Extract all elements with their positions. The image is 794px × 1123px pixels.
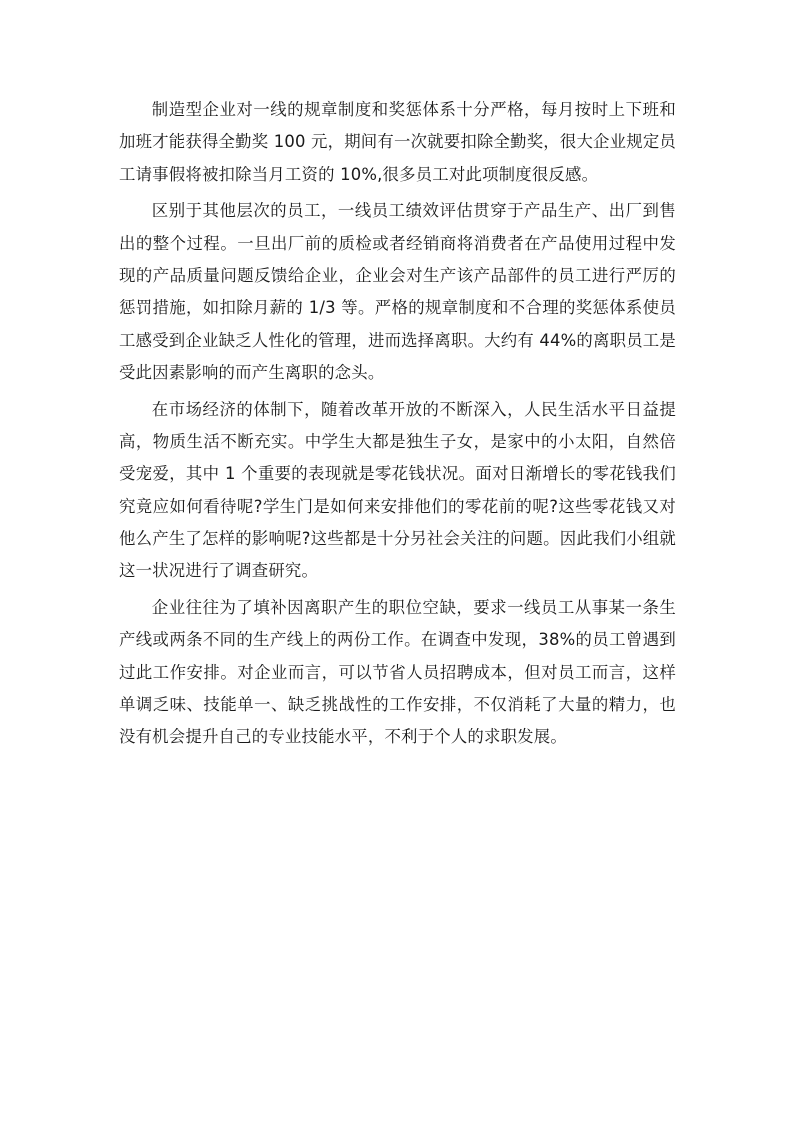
paragraph-2: 区别于其他层次的员工，一线员工绩效评估贯穿于产品生产、出厂到售出的整个过程。一旦出厂前的质检或者经销商将消费者在产品使用过程中发现的产品质量问题反馈给企业，企业会对生产该产品部件的员工进行严厉的惩罚措施，如扣除月薪的 1/3 等。严格的规章制度和不合理的奖惩体系使员工感受到企业缺乏人性化的管理，进而选择离职。大约有 44%的离职员工是受此因素影响的而产生离职的念头。 <box>119 201 676 382</box>
paragraph-1: 制造型企业对一线的规章制度和奖惩体系十分严格，每月按时上下班和加班才能获得全勤奖 100 元，期间有一次就要扣除全勤奖，很大企业规定员工请事假将被扣除当月工资的 10%,很多员工对此项制度很反感。 <box>119 100 677 184</box>
paragraph-4: 企业往往为了填补因离职产生的职位空缺，要求一线员工从事某一条生产线或两条不同的生产线上的两份工作。在调查中发现，38%的员工曾遇到过此工作安排。对企业而言，可以节省人员招聘成本，但对员工而言，这样单调乏味、技能单一、缺乏挑战性的工作安排，不仅消耗了大量的精力，也没有机会提升自己的专业技能水平，不利于个人的求职发展。 <box>119 597 676 747</box>
paragraph-3: 在市场经济的体制下，随着改革开放的不断深入，人民生活水平日益提高，物质生活不断充实。中学生大都是独生子女，是家中的小太阳，自然倍受宠爱，其中 1 个重要的表现就是零花钱状况。面对日渐增长的零花钱我们究竟应如何看待呢?学生门是如何来安排他们的零花前的呢?这些零花钱又对他么产生了怎样的影响呢?这些都是十分另社会关注的问题。因此我们小组就这一状况进行了调查研究。 <box>119 399 676 581</box>
document-body <box>119 94 676 758</box>
